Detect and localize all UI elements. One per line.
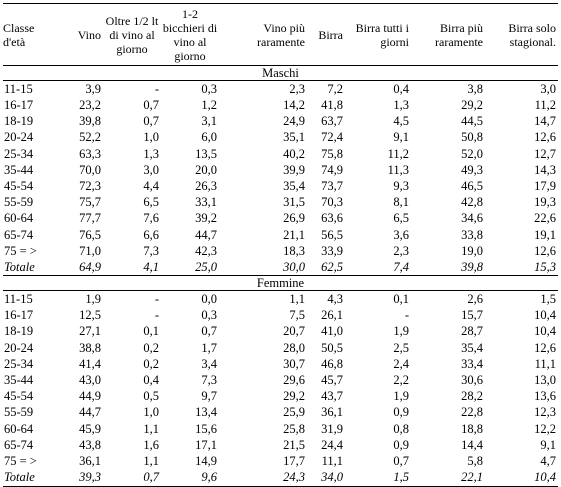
- cell-wine-rarely: 2,3: [289, 81, 305, 96]
- header-row: [3, 4, 558, 66]
- table-row: [3, 97, 558, 113]
- section-header: [3, 276, 558, 291]
- cell-wine-1-2-glasses: 0,0: [201, 292, 217, 307]
- cell-beer-rarely: 15,7: [461, 308, 483, 323]
- cell-wine-1-2-glasses: 3,1: [201, 114, 217, 129]
- cell-beer: 41,8: [321, 98, 343, 113]
- cell-wine-rarely: 28,0: [283, 340, 305, 355]
- cell-beer-rarely: 49,3: [461, 162, 483, 177]
- cell-wine-over-half-litre: -: [154, 308, 159, 323]
- cell-beer-daily: 0,7: [393, 453, 409, 468]
- cell-wine-1-2-glasses: 15,6: [195, 421, 217, 436]
- cell-wine: 1,9: [85, 292, 101, 307]
- cell-age-class: 45-54: [4, 389, 34, 404]
- cell-beer-rarely: 18,8: [461, 421, 483, 436]
- cell-beer-seasonal: 12,2: [534, 421, 556, 436]
- cell-wine-rarely: 25,8: [283, 421, 305, 436]
- cell-wine-over-half-litre: 4,1: [143, 259, 159, 274]
- cell-beer-seasonal: 3,0: [540, 81, 556, 96]
- cell-age-class: 75 = >: [4, 453, 37, 468]
- cell-wine-rarely: 14,2: [283, 98, 305, 113]
- cell-wine-over-half-litre: 0,1: [143, 324, 159, 339]
- cell-wine-1-2-glasses: 14,9: [195, 453, 217, 468]
- cell-wine-rarely: 29,2: [283, 389, 305, 404]
- cell-beer-rarely: 3,8: [467, 81, 483, 96]
- cell-beer-daily: 2,5: [393, 340, 409, 355]
- cell-wine-over-half-litre: 1,6: [143, 437, 159, 452]
- cell-wine: 76,5: [79, 227, 101, 242]
- cell-beer: 4,3: [327, 292, 343, 307]
- cell-wine-over-half-litre: 1,0: [143, 405, 159, 420]
- cell-age-class: 25-34: [4, 146, 34, 161]
- cell-age-class: Totale: [4, 259, 35, 274]
- cell-wine-over-half-litre: 1,1: [143, 421, 159, 436]
- cell-beer-seasonal: 14,7: [534, 114, 556, 129]
- cell-beer-seasonal: 17,9: [534, 178, 556, 193]
- header-wine-rarely: Vino più raramente: [219, 4, 307, 66]
- cell-age-class: 11-15: [4, 81, 33, 96]
- cell-wine-rarely: 20,7: [283, 324, 305, 339]
- cell-wine-1-2-glasses: 26,3: [195, 178, 217, 193]
- cell-wine-1-2-glasses: 44,7: [195, 227, 217, 242]
- cell-beer: 75,8: [321, 146, 343, 161]
- header-beer: Birra: [307, 4, 345, 66]
- cell-beer-seasonal: 10,4: [534, 308, 556, 323]
- cell-wine: 77,7: [79, 211, 101, 226]
- cell-wine: 39,3: [55, 469, 103, 486]
- cell-age-class: 16-17: [4, 98, 34, 113]
- cell-wine-1-2-glasses: 9,6: [161, 469, 219, 486]
- header-beer-rarely: Birra più raramente: [411, 4, 485, 66]
- cell-beer: 45,7: [321, 373, 343, 388]
- cell-wine-over-half-litre: 0,4: [143, 373, 159, 388]
- cell-beer-rarely: 30,6: [461, 373, 483, 388]
- cell-wine-rarely: 31,5: [283, 195, 305, 210]
- cell-wine: 38,8: [79, 340, 101, 355]
- header-age-class: Classe d'età: [3, 4, 55, 66]
- cell-beer-rarely: 28,2: [461, 389, 483, 404]
- table-body: [3, 66, 558, 487]
- table-row: [3, 113, 558, 129]
- table-row: [3, 356, 558, 372]
- cell-wine-1-2-glasses: 7,3: [201, 373, 217, 388]
- cell-wine: 72,3: [79, 178, 101, 193]
- cell-wine: 43,0: [79, 373, 101, 388]
- cell-wine-over-half-litre: 6,5: [143, 195, 159, 210]
- cell-beer-seasonal: 13,0: [534, 373, 556, 388]
- cell-wine: 75,7: [79, 195, 101, 210]
- header-wine-1-2-glasses: 1-2 bicchieri di vino al giorno: [161, 4, 219, 66]
- cell-wine: 39,8: [79, 114, 101, 129]
- cell-beer-rarely: 35,4: [461, 340, 483, 355]
- cell-wine-rarely: 29,6: [283, 373, 305, 388]
- cell-beer: 63,7: [321, 114, 343, 129]
- table-row: [3, 178, 558, 194]
- cell-age-class: 35-44: [4, 162, 34, 177]
- cell-wine: 70,0: [79, 162, 101, 177]
- cell-wine-1-2-glasses: 20,0: [195, 162, 217, 177]
- cell-wine-over-half-litre: 0,5: [143, 389, 159, 404]
- cell-age-class: 25-34: [4, 356, 34, 371]
- cell-wine-rarely: 30,0: [283, 259, 305, 274]
- cell-beer-daily: 0,9: [393, 405, 409, 420]
- cell-beer-rarely: 22,8: [461, 405, 483, 420]
- cell-wine-1-2-glasses: 0,3: [201, 81, 217, 96]
- cell-wine: 64,9: [79, 259, 101, 274]
- cell-wine-rarely: 25,9: [283, 405, 305, 420]
- cell-age-class: 75 = >: [4, 243, 37, 258]
- cell-beer-rarely: 22,1: [411, 469, 485, 486]
- cell-wine-1-2-glasses: 0,7: [201, 324, 217, 339]
- table-row: [3, 243, 558, 259]
- cell-wine-over-half-litre: 6,6: [143, 227, 159, 242]
- cell-wine-rarely: 26,9: [283, 211, 305, 226]
- consumption-table: [3, 3, 558, 487]
- cell-wine-over-half-litre: 0,7: [143, 98, 159, 113]
- header-beer-daily: Birra tutti i giorni: [345, 4, 411, 66]
- cell-beer-daily: 0,8: [393, 421, 409, 436]
- cell-age-class: 65-74: [4, 437, 34, 452]
- cell-beer-rarely: 19,0: [461, 243, 483, 258]
- cell-beer: 72,4: [321, 130, 343, 145]
- table-row: [3, 388, 558, 404]
- cell-beer: 33,9: [321, 243, 343, 258]
- cell-beer-daily: 2,2: [393, 373, 409, 388]
- cell-wine-1-2-glasses: 3,4: [201, 356, 217, 371]
- cell-beer-daily: 4,5: [393, 114, 409, 129]
- table-row: [3, 421, 558, 437]
- cell-wine: 44,9: [79, 389, 101, 404]
- table-row: [3, 291, 558, 308]
- cell-beer: 41,0: [321, 324, 343, 339]
- cell-wine-rarely: 35,4: [283, 178, 305, 193]
- cell-beer-daily: 0,9: [393, 437, 409, 452]
- table-row: [3, 307, 558, 323]
- cell-beer: 26,1: [321, 308, 343, 323]
- cell-wine-1-2-glasses: 9,7: [201, 389, 217, 404]
- cell-beer: 7,2: [327, 81, 343, 96]
- cell-wine-rarely: 17,7: [283, 453, 305, 468]
- cell-wine: 41,4: [79, 356, 101, 371]
- cell-wine-rarely: 21,1: [283, 227, 305, 242]
- cell-beer-seasonal: 14,3: [534, 162, 556, 177]
- cell-wine-over-half-litre: 0,7: [103, 469, 161, 486]
- cell-wine-rarely: 7,5: [289, 308, 305, 323]
- cell-beer-daily: -: [404, 308, 409, 323]
- cell-wine-1-2-glasses: 39,2: [195, 211, 217, 226]
- section-title: Femmine: [3, 276, 558, 291]
- cell-beer-daily: 7,4: [393, 259, 409, 274]
- cell-beer-seasonal: 9,1: [540, 437, 556, 452]
- table-row: [3, 405, 558, 421]
- cell-age-class: 11-15: [4, 292, 33, 307]
- cell-wine-over-half-litre: -: [154, 292, 159, 307]
- cell-wine-1-2-glasses: 17,1: [195, 437, 217, 452]
- cell-age-class: 55-59: [4, 195, 34, 210]
- cell-beer-daily: 1,9: [393, 324, 409, 339]
- cell-beer-daily: 11,3: [387, 162, 409, 177]
- cell-beer: 11,1: [321, 453, 343, 468]
- cell-wine-1-2-glasses: 1,2: [201, 98, 217, 113]
- cell-beer: 73,7: [321, 178, 343, 193]
- cell-beer-seasonal: 12,3: [534, 405, 556, 420]
- cell-wine-over-half-litre: 3,0: [143, 162, 159, 177]
- cell-beer: 62,5: [321, 259, 343, 274]
- cell-beer-daily: 2,4: [393, 356, 409, 371]
- cell-wine-over-half-litre: 1,0: [143, 130, 159, 145]
- cell-wine-rarely: 1,1: [289, 292, 305, 307]
- cell-wine-1-2-glasses: 13,5: [195, 146, 217, 161]
- cell-beer-rarely: 33,4: [461, 356, 483, 371]
- table-row: [3, 437, 558, 453]
- cell-beer-seasonal: 12,6: [534, 340, 556, 355]
- cell-beer-rarely: 33,8: [461, 227, 483, 242]
- cell-beer: 43,7: [321, 389, 343, 404]
- cell-wine-over-half-litre: 0,2: [143, 340, 159, 355]
- cell-beer-daily: 3,6: [393, 227, 409, 242]
- cell-beer-seasonal: 15,3: [534, 259, 556, 274]
- cell-beer-daily: 1,5: [345, 469, 411, 486]
- cell-beer-rarely: 50,8: [461, 130, 483, 145]
- cell-age-class: 20-24: [4, 130, 34, 145]
- cell-beer-rarely: 5,8: [467, 453, 483, 468]
- cell-beer-daily: 11,2: [387, 146, 409, 161]
- cell-age-class: 18-19: [4, 114, 34, 129]
- cell-wine-1-2-glasses: 25,0: [195, 259, 217, 274]
- cell-wine: 23,2: [79, 98, 101, 113]
- header-wine: Vino: [55, 4, 103, 66]
- cell-wine: 43,8: [79, 437, 101, 452]
- table-row: [3, 340, 558, 356]
- cell-age-class: 45-54: [4, 178, 34, 193]
- cell-beer-rarely: 42,8: [461, 195, 483, 210]
- cell-wine-over-half-litre: 1,3: [143, 146, 159, 161]
- cell-beer-seasonal: 12,6: [534, 130, 556, 145]
- cell-wine-1-2-glasses: 33,1: [195, 195, 217, 210]
- section-title: Maschi: [3, 66, 558, 81]
- cell-beer: 34,0: [307, 469, 345, 486]
- table-row: [3, 194, 558, 210]
- cell-beer: 50,5: [321, 340, 343, 355]
- cell-wine-rarely: 30,7: [283, 356, 305, 371]
- section-header: [3, 66, 558, 81]
- cell-beer-seasonal: 12,7: [534, 146, 556, 161]
- cell-beer-rarely: 44,5: [461, 114, 483, 129]
- cell-beer-daily: 0,1: [393, 292, 409, 307]
- cell-wine: 12,5: [79, 308, 101, 323]
- cell-wine-over-half-litre: 1,1: [143, 453, 159, 468]
- cell-wine: 3,9: [85, 81, 101, 96]
- cell-beer: 74,9: [321, 162, 343, 177]
- cell-beer-daily: 1,9: [393, 389, 409, 404]
- cell-beer-seasonal: 13,6: [534, 389, 556, 404]
- table-row: [3, 324, 558, 340]
- cell-beer-seasonal: 19,1: [534, 227, 556, 242]
- cell-wine-over-half-litre: 4,4: [143, 178, 159, 193]
- cell-beer: 36,1: [321, 405, 343, 420]
- cell-age-class: 55-59: [4, 405, 34, 420]
- cell-wine-rarely: 18,3: [283, 243, 305, 258]
- cell-beer-rarely: 39,8: [461, 259, 483, 274]
- cell-beer-daily: 2,3: [393, 243, 409, 258]
- cell-beer-daily: 9,1: [393, 130, 409, 145]
- table-row: [3, 81, 558, 98]
- cell-beer-rarely: 29,2: [461, 98, 483, 113]
- header-beer-seasonal: Birra solo stagional.: [485, 4, 558, 66]
- cell-wine-1-2-glasses: 6,0: [201, 130, 217, 145]
- cell-beer-seasonal: 19,3: [534, 195, 556, 210]
- cell-beer: 63,6: [321, 211, 343, 226]
- table-row: [3, 372, 558, 388]
- table-row: [3, 162, 558, 178]
- cell-wine-rarely: 40,2: [283, 146, 305, 161]
- cell-wine-1-2-glasses: 42,3: [195, 243, 217, 258]
- cell-beer-rarely: 14,4: [461, 437, 483, 452]
- cell-age-class: 60-64: [4, 421, 34, 436]
- cell-age-class: 16-17: [4, 308, 34, 323]
- cell-beer-seasonal: 22,6: [534, 211, 556, 226]
- cell-wine-1-2-glasses: 0,3: [201, 308, 217, 323]
- total-row: [3, 259, 558, 276]
- cell-beer-rarely: 2,6: [467, 292, 483, 307]
- cell-age-class: 65-74: [4, 227, 34, 242]
- cell-beer-daily: 1,3: [393, 98, 409, 113]
- cell-wine-rarely: 35,1: [283, 130, 305, 145]
- cell-wine-over-half-litre: 7,3: [143, 243, 159, 258]
- cell-wine-over-half-litre: 0,2: [143, 356, 159, 371]
- cell-wine-rarely: 24,9: [283, 114, 305, 129]
- cell-beer: 31,9: [321, 421, 343, 436]
- cell-wine-over-half-litre: 7,6: [143, 211, 159, 226]
- cell-beer-seasonal: 12,6: [534, 243, 556, 258]
- total-row: [3, 469, 558, 486]
- cell-beer-seasonal: 11,1: [534, 356, 556, 371]
- table-row: [3, 146, 558, 162]
- table-row: [3, 211, 558, 227]
- cell-wine-over-half-litre: 0,7: [143, 114, 159, 129]
- cell-beer: 70,3: [321, 195, 343, 210]
- cell-wine: 45,9: [79, 421, 101, 436]
- cell-wine-1-2-glasses: 13,4: [195, 405, 217, 420]
- cell-wine: 71,0: [79, 243, 101, 258]
- cell-wine: 63,3: [79, 146, 101, 161]
- cell-beer: 24,4: [321, 437, 343, 452]
- table-row: [3, 227, 558, 243]
- cell-beer-seasonal: 4,7: [540, 453, 556, 468]
- cell-beer: 56,5: [321, 227, 343, 242]
- cell-beer-rarely: 46,5: [461, 178, 483, 193]
- header-wine-over-half-litre: Oltre 1/2 lt di vino al giorno: [103, 4, 161, 66]
- cell-beer-rarely: 28,7: [461, 324, 483, 339]
- cell-age-class: 18-19: [4, 324, 34, 339]
- cell-beer-seasonal: 10,4: [485, 469, 558, 486]
- table-row: [3, 130, 558, 146]
- cell-beer-daily: 9,3: [393, 178, 409, 193]
- cell-wine-1-2-glasses: 1,7: [201, 340, 217, 355]
- cell-age-class: 35-44: [4, 373, 34, 388]
- cell-wine-rarely: 24,3: [219, 469, 307, 486]
- cell-age-class: 20-24: [4, 340, 34, 355]
- cell-beer-rarely: 52,0: [461, 146, 483, 161]
- cell-beer: 46,8: [321, 356, 343, 371]
- cell-age-class: Totale: [3, 469, 55, 486]
- cell-wine-over-half-litre: -: [154, 81, 159, 96]
- cell-beer-daily: 6,5: [393, 211, 409, 226]
- cell-wine: 36,1: [79, 453, 101, 468]
- cell-beer-daily: 8,1: [393, 195, 409, 210]
- cell-beer-seasonal: 11,2: [534, 98, 556, 113]
- table-row: [3, 453, 558, 469]
- cell-wine: 52,2: [79, 130, 101, 145]
- cell-wine: 27,1: [79, 324, 101, 339]
- cell-beer-seasonal: 10,4: [534, 324, 556, 339]
- cell-age-class: 60-64: [4, 211, 34, 226]
- cell-wine-rarely: 39,9: [283, 162, 305, 177]
- cell-beer-daily: 0,4: [393, 81, 409, 96]
- cell-beer-seasonal: 1,5: [540, 292, 556, 307]
- cell-wine: 44,7: [79, 405, 101, 420]
- cell-wine-rarely: 21,5: [283, 437, 305, 452]
- cell-beer-rarely: 34,6: [461, 211, 483, 226]
